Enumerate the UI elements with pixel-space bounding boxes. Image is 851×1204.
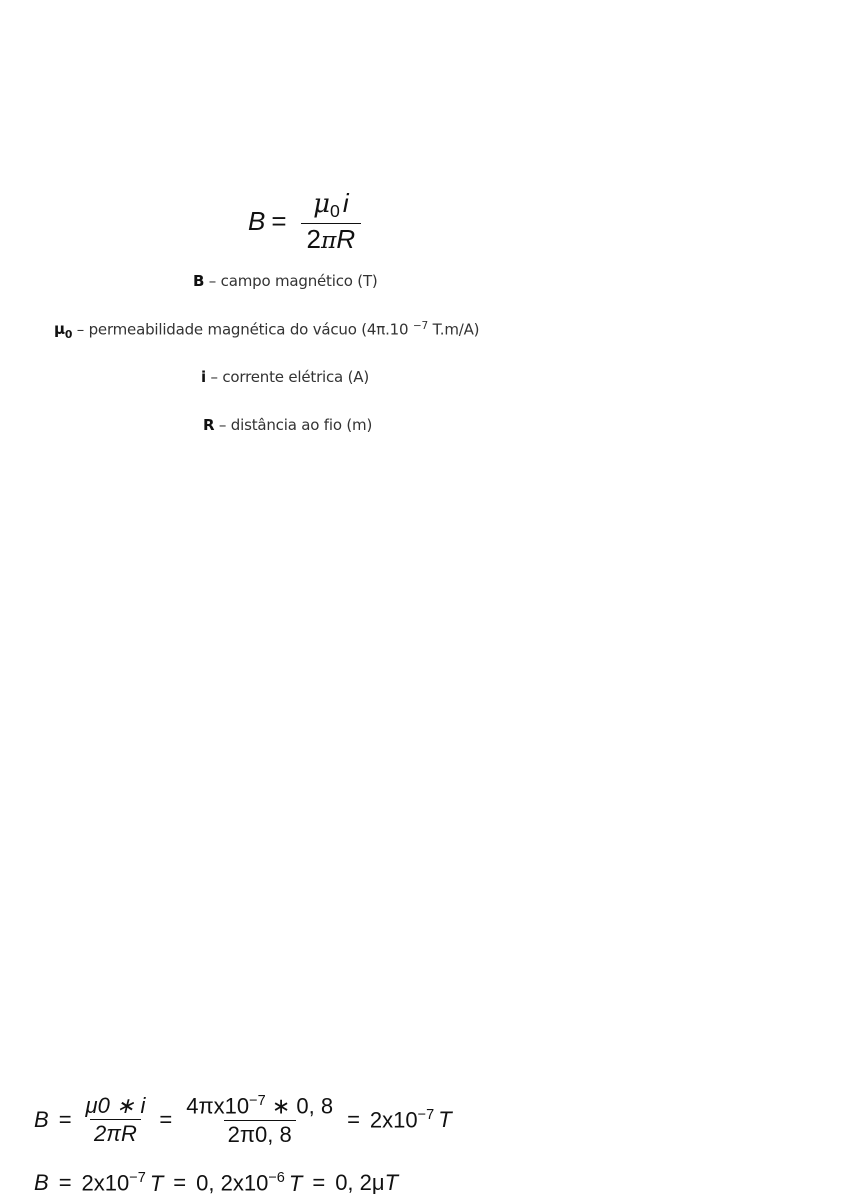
legend-r-text: – distância ao fio (m) — [214, 416, 373, 434]
denominator-two: 2 — [306, 223, 321, 254]
calc1-result-base: 2x10 — [369, 1107, 418, 1133]
calc1-lhs: B — [34, 1106, 49, 1132]
calc2-eq1: = — [58, 1170, 72, 1196]
legend-mu-char: μ — [54, 320, 65, 339]
calc2-value-3 — [335, 1170, 398, 1196]
calc1-frac1-num: μ0 ∗ i — [85, 1093, 146, 1119]
legend-mu-exp: −7 — [412, 320, 429, 332]
calc2-v2-base: 0, 2x10 — [196, 1170, 269, 1196]
legend-r-symbol: R — [203, 416, 215, 434]
legend-i-text: – corrente elétrica (A) — [205, 368, 369, 386]
legend-mu-symbol — [54, 320, 73, 342]
formula-numerator — [307, 190, 355, 223]
calc1-result-unit: T — [438, 1107, 452, 1133]
formula-fraction — [301, 190, 362, 253]
legend-mu — [54, 320, 479, 341]
legend-mu-sub: 0 — [64, 328, 73, 342]
formula-denominator — [301, 223, 362, 253]
legend-r — [203, 416, 372, 434]
calc2-v2-exp: −6 — [268, 1170, 285, 1186]
calc1-frac2-den: 2π0, 8 — [224, 1120, 296, 1146]
calc1-result-exp: −7 — [417, 1106, 435, 1123]
calc1-fraction-2 — [182, 1094, 337, 1146]
calc1-frac2-num — [182, 1094, 337, 1120]
calc2-v1-exp: −7 — [129, 1170, 146, 1186]
legend-b — [193, 272, 378, 290]
mu-symbol: μ — [313, 189, 330, 219]
calc2-v2-unit: T — [288, 1170, 303, 1196]
calc1-fraction-1 — [82, 1094, 150, 1145]
calculation-line-2 — [34, 1170, 398, 1197]
legend-b-text: – campo magnético (T) — [204, 272, 378, 290]
mu-subscript: 0 — [329, 200, 340, 221]
calc2-eq2: = — [173, 1170, 187, 1196]
calc1-eq2: = — [159, 1106, 173, 1132]
calc1-frac2-num-exp: −7 — [249, 1093, 266, 1109]
legend-mu-text-after: T.m/A) — [428, 320, 480, 339]
pi-symbol: π — [321, 225, 337, 254]
calc1-eq1: = — [58, 1106, 72, 1132]
calc2-v1-unit: T — [149, 1170, 164, 1196]
calculation-line-1 — [34, 1094, 452, 1146]
legend-i — [201, 368, 369, 386]
calc2-v1-base: 2x10 — [81, 1170, 130, 1196]
formula-equals: = — [271, 205, 287, 236]
current-symbol: i — [342, 188, 349, 218]
calc2-eq3: = — [312, 1170, 326, 1196]
legend-b-symbol: B — [193, 272, 205, 290]
calc1-eq3: = — [347, 1106, 360, 1132]
calc2-value-1 — [82, 1170, 164, 1197]
legend-mu-text: – permeabilidade magnética do vácuo (4π.10 — [72, 320, 413, 339]
calc2-value-2 — [196, 1170, 302, 1197]
magnetic-field-formula — [248, 190, 361, 253]
calc1-frac2-num-base: 4πx10 — [186, 1093, 250, 1119]
calc2-lhs: B — [34, 1170, 49, 1196]
calc1-result — [370, 1107, 452, 1134]
calc2-v3: 0, 2μ — [335, 1170, 385, 1196]
calc1-frac1-den: 2πR — [90, 1119, 141, 1145]
formula-lhs: B — [248, 205, 266, 236]
calc2-v3-unit: T — [384, 1170, 399, 1196]
radius-symbol: R — [336, 223, 356, 254]
legend-i-symbol: i — [201, 368, 206, 386]
calc1-frac2-num-rest: ∗ 0, 8 — [265, 1093, 334, 1119]
